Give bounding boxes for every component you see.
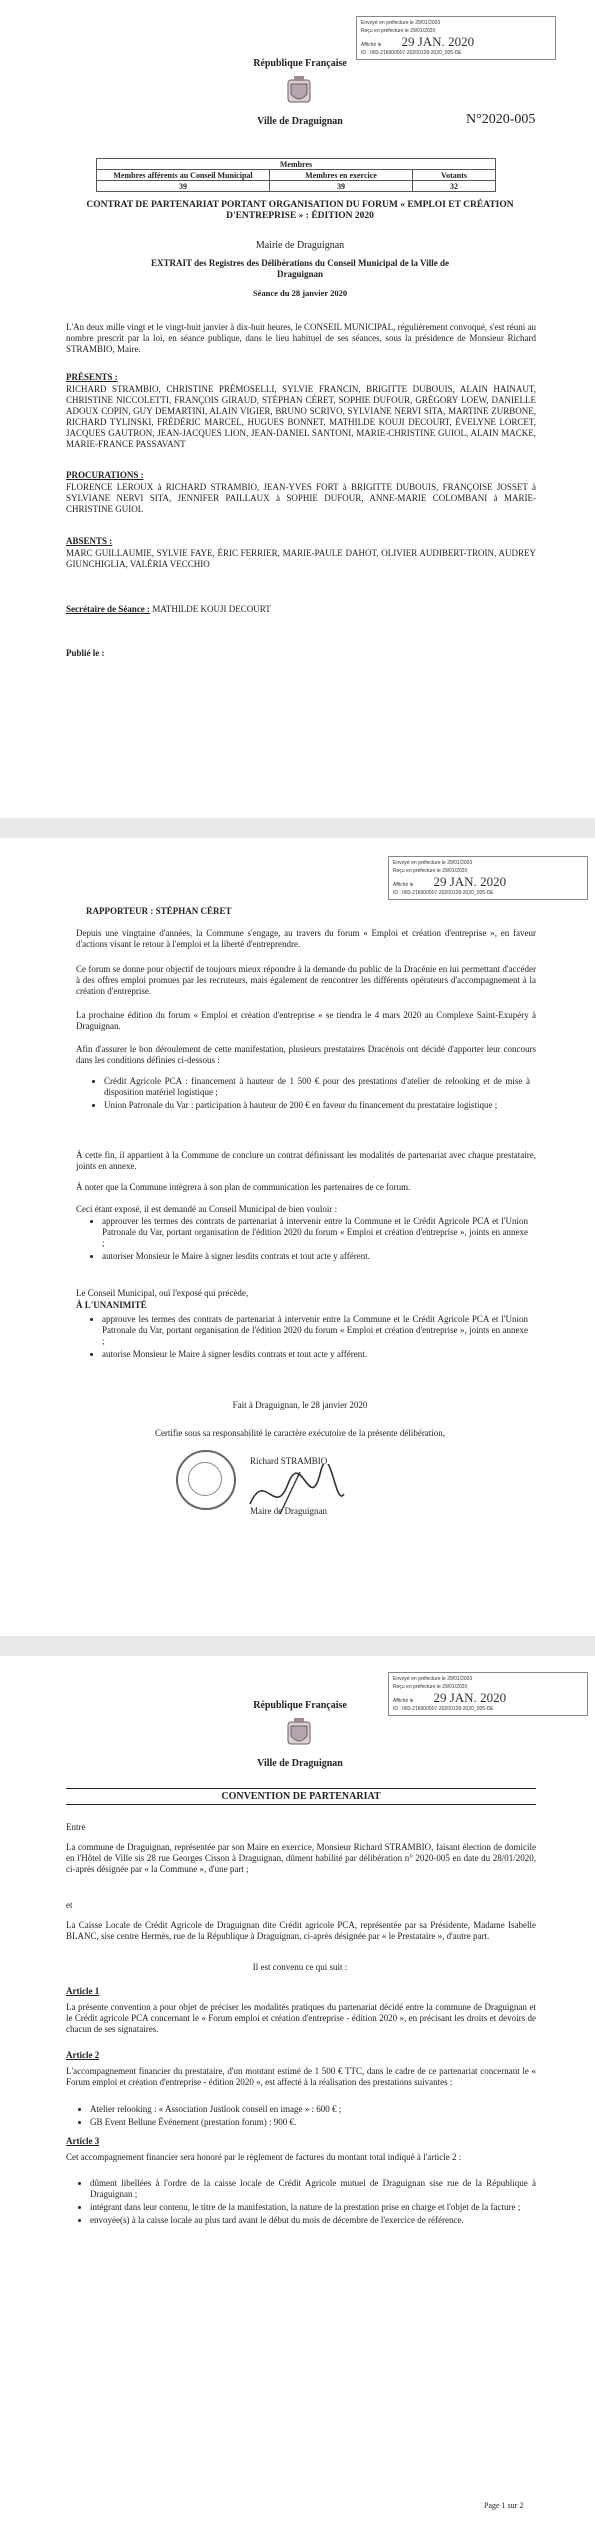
stamp-line: Affiché le bbox=[393, 882, 414, 888]
paragraph: Depuis une vingtaine d'années, la Commune s'engage, au travers du forum « Emploi et création d'entreprise », en faveur d'actions visant le retour à l'emploi et la liberté d'entreprendre. bbox=[76, 928, 536, 949]
and-label: et bbox=[66, 1900, 73, 1910]
list-item: • intégrant dans leur contenu, le titre de la manifestation, la nature de la prestation prise en charge et l'objet de la facture ; bbox=[90, 2202, 536, 2213]
stamp-line: Affiché le bbox=[393, 1698, 414, 1704]
stamp-id: ID : 083-218300507-20200128-2020_005-DE bbox=[393, 890, 494, 896]
list-item: • autorise Monsieur le Maire à signer lesdits contrats et tout acte y afférent. bbox=[102, 1349, 528, 1360]
article-1-text: La présente convention a pour objet de préciser les modalités pratiques du partenariat décidé entre la commune de Draguignan et le Crédit agricole PCA concernant le « Forum emploi et création d'entreprise - édition 2020 », en précisant les droits et devoirs de chacun de ses signataires. bbox=[66, 2002, 536, 2034]
list-item: • Union Patronale du Var : participation à hauteur de 200 € en faveur du financement du prestataire logistique ; bbox=[104, 1100, 530, 1111]
stamp-id: ID : 083-218300507-20200128-2020_005-DE bbox=[361, 50, 462, 56]
mairie-label: Mairie de Draguignan bbox=[255, 240, 345, 251]
list-item: • envoyée(s) à la caisse locale au plus tard avant le début du mois de décembre de l'exercice de référence. bbox=[90, 2215, 536, 2226]
present-list: RICHARD STRAMBIO, CHRISTINE PRÉMOSELLI, SYLVIE FRANCIN, BRIGITTE DUBOUIS, ALAIN HAINAUT, CHRISTINE NICCOLETTI, FRANÇOIS GIRAUD, STÉPHAN CÉRET, SOPHIE DUFOUR, GRÉGORY LOEW, DANIELLE ADOUX COPIN, GUY DEMARTINI, ALAIN VIGIER, BRUNO SCRIVO, SYLVIANE NERVI SITA, MARTINE ZURBONE, RICHARD TYLINSKI, FRÉDÉRIC MARCEL, HUGUES BONNET, MATHILDE KOUJI DECOURT, ÉVELYNE LORCET, JACQUES GAUTRON, JEAN-JACQUES LION, JEAN-DANIEL SANTONI, MARIE-CHRISTINE GUIOL, ALAIN MACKE, MARIE-FRANCE PASSAVANT bbox=[66, 384, 536, 449]
secretary-name: MATHILDE KOUJI DECOURT bbox=[152, 604, 271, 614]
members-header: Membres en exercice bbox=[270, 170, 413, 181]
stamp-line: Reçu en préfecture le 29/01/2020 bbox=[393, 1684, 468, 1690]
absent-label: ABSENTS : bbox=[66, 536, 113, 546]
signer-role: Maire de Draguignan bbox=[250, 1506, 327, 1516]
list-item: • dûment libellées à l'ordre de la caisse locale de Crédit Agricole mutuel de Draguignan sise rue de la République à Draguignan ; bbox=[90, 2178, 536, 2200]
members-value: 39 bbox=[97, 181, 270, 192]
list-item: • Crédit Agricole PCA : financement à hauteur de 1 500 € pour des prestations d'atelier de relooking et de mise à disposition matériel logistique ; bbox=[104, 1076, 530, 1098]
article-1-title: Article 1 bbox=[66, 1986, 100, 1996]
secretary-line bbox=[66, 604, 536, 615]
article-2-text: L'accompagnement financier du prestataire, d'un montant estimé de 1 500 € TTC, dans le cadre de ce partenariat concernant le « Forum emploi et création d'entreprise - édition 2020 », est affecté à la réalisation des prestations suivantes : bbox=[66, 2066, 536, 2087]
decision-list bbox=[88, 1314, 528, 1362]
page-2 bbox=[0, 838, 595, 1636]
members-caption: Membres bbox=[97, 159, 496, 170]
party-1: La commune de Draguignan, représentée par son Maire en exercice, Monsieur Richard STRAMBIO, faisant élection de domicile en l'Hôtel de Ville sis 28 rue Georges Cisson à Draguignan, dûment habilité par délibération n° 2020-005 en date du 28/01/2020, ci-après désignée par « la Commune », d'une part ; bbox=[66, 1842, 536, 1874]
list-item: • autoriser Monsieur le Maire à signer lesdits contrats et tout acte y afférent. bbox=[102, 1251, 528, 1262]
request-list bbox=[88, 1216, 528, 1264]
stamp-line: Reçu en préfecture le 29/01/2020 bbox=[361, 28, 436, 34]
members-value: 32 bbox=[413, 181, 496, 192]
paragraph: La prochaine édition du forum « Emploi et création d'entreprise » se tiendra le 4 mars 2020 au Complexe Saint-Exupéry à Draguignan. bbox=[76, 1010, 536, 1031]
page-footer: Page 1 sur 2 bbox=[484, 2501, 524, 2510]
article-2-title: Article 2 bbox=[66, 2050, 100, 2060]
paragraph: À cette fin, il appartient à la Commune de conclure un contrat définissant les modalités de partenariat avec chaque prestataire, joints en annexe. bbox=[76, 1150, 536, 1171]
convention-title: CONVENTION DE PARTENARIAT bbox=[66, 1788, 536, 1805]
members-value: 39 bbox=[270, 181, 413, 192]
deliberation-number: N°2020-005 bbox=[466, 112, 536, 127]
article-3-title: Article 3 bbox=[66, 2136, 100, 2146]
list-item: • approuve les termes des contrats de partenariat à intervenir entre la Commune et le Crédit Agricole PCA et l'Union Patronale du Var, portant organisation de l'édition 2020 du forum « Emploi et création d'entreprise », joints en annexe ; bbox=[102, 1314, 528, 1347]
city-label: Ville de Draguignan bbox=[257, 116, 343, 127]
list-item: • approuver les termes des contrats de partenariat à intervenir entre la Commune et le Crédit Agricole PCA et l'Union Patronale du Var, portant organisation de l'édition 2020 du forum « Emploi et création d'entreprise », joints en annexe ; bbox=[102, 1216, 528, 1249]
stamp-line: Affiché le bbox=[361, 42, 382, 48]
republic-label: République Française bbox=[253, 1700, 347, 1711]
proxy-label: PROCURATIONS : bbox=[66, 470, 144, 480]
stamp-line: Envoyé en préfecture le 29/01/2020 bbox=[393, 1676, 473, 1682]
paragraph: Afin d'assurer le bon déroulement de cette manifestation, plusieurs prestataires Dracénois ont décidé d'apporter leur concours dans les conditions définies ci-dessous : bbox=[76, 1044, 536, 1065]
contract-title: CONTRAT DE PARTENARIAT PORTANT ORGANISATION DU FORUM « EMPLOI ET CRÉATION D'ENTREPRISE » : ÉDITION 2020 bbox=[86, 200, 514, 221]
party-2: La Caisse Locale de Crédit Agricole de Draguignan dite Crédit agricole PCA, représentée par sa Présidente, Madame Isabelle BLANC, sise centre Hermès, rue de la République à Draguignan, ci-après désignée par « le Prestataire », d'autre part. bbox=[66, 1920, 536, 1941]
secretary-label: Secrétaire de Séance : bbox=[66, 604, 151, 614]
members-header: Votants bbox=[413, 170, 496, 181]
paragraph: Le Conseil Municipal, ouï l'exposé qui précède, bbox=[76, 1288, 249, 1298]
prefecture-stamp bbox=[356, 16, 556, 60]
between-label: Entre bbox=[66, 1822, 86, 1832]
stamp-id: ID : 083-218300507-20200128-2020_005-DE bbox=[393, 1706, 494, 1712]
agreed-label: Il est convenu ce qui suit : bbox=[252, 1962, 348, 1972]
certify-text: Certifie sous sa responsabilité le caractère exécutoire de la présente délibération, bbox=[154, 1428, 446, 1438]
extract-title: EXTRAIT des Registres des Délibérations du Conseil Municipal de la Ville de Draguignan bbox=[151, 258, 449, 279]
list-item: • Atelier relooking : « Association Justlook conseil en image » : 600 € ; bbox=[90, 2104, 536, 2115]
stamp-line: Reçu en préfecture le 29/01/2020 bbox=[393, 868, 468, 874]
article-2-list bbox=[76, 2104, 536, 2130]
signer-name: Richard STRAMBIO bbox=[250, 1456, 328, 1466]
proxy-list: FLORENCE LEROUX à RICHARD STRAMBIO, JEAN-YVES FORT à BRIGITTE DUBOUIS, FRANÇOISE JOSSET à SYLVIANE NERVI SITA, JENNIFER PAILLAUX à SOPHIE DUFOUR, ANNE-MARIE COLOMBANI à MARIE-CHRISTINE GUIOL bbox=[66, 482, 536, 514]
official-seal-icon bbox=[176, 1450, 236, 1510]
intro-paragraph: L'An deux mille vingt et le vingt-huit janvier à dix-huit heures, le CONSEIL MUNICIPAL, régulièrement convoqué, s'est réuni au nombre prescrit par la loi, en séance publique, dans le lieu habituel de ses séances, sous la présidence de Monsieur Richard STRAMBIO, Maire. bbox=[66, 322, 536, 354]
stamp-line: Envoyé en préfecture le 29/01/2020 bbox=[393, 860, 473, 866]
funding-list bbox=[90, 1076, 530, 1113]
republic-label: République Française bbox=[253, 58, 347, 69]
article-3-text: Cet accompagnement financier sera honoré par le règlement de factures du montant total indiqué à l'article 2 : bbox=[66, 2152, 462, 2162]
published-label: Publié le : bbox=[66, 648, 105, 658]
paragraph: Ceci étant exposé, il est demandé au Conseil Municipal de bien vouloir : bbox=[76, 1204, 338, 1214]
page-1 bbox=[0, 0, 595, 818]
session-date: Séance du 28 janvier 2020 bbox=[252, 288, 348, 298]
city-crest-icon bbox=[286, 76, 312, 110]
city-label: Ville de Draguignan bbox=[257, 1758, 343, 1769]
article-3-list bbox=[76, 2178, 536, 2228]
members-table bbox=[96, 158, 496, 192]
stamp-date: 29 JAN. 2020 bbox=[433, 1690, 507, 1705]
list-item: • GB Event Bellune Événement (prestation forum) : 900 €. bbox=[90, 2117, 536, 2128]
city-crest-icon bbox=[286, 1718, 312, 1752]
stamp-line: Envoyé en préfecture le 29/01/2020 bbox=[361, 20, 441, 26]
rapporteur: RAPPORTEUR : STÉPHAN CÉRET bbox=[86, 906, 232, 916]
paragraph: À noter que la Commune intègrera à son plan de communication les partenaires de ce forum. bbox=[76, 1182, 411, 1192]
unanimity-label: À L'UNANIMITÉ bbox=[76, 1300, 147, 1310]
paragraph: Ce forum se donne pour objectif de toujours mieux répondre à la demande du public de la Dracénie en lui permettant d'accéder à des offres emploi promues par les recruteurs, mais également de rencontrer les différents opérateurs d'accompagnement à la création d'entreprise. bbox=[76, 964, 536, 996]
page-3 bbox=[0, 1656, 595, 2533]
place-date: Fait à Draguignan, le 28 janvier 2020 bbox=[232, 1400, 368, 1410]
absent-list: MARC GUILLAUMIE, SYLVIE FAYE, ÉRIC FERRIER, MARIE-PAULE DAHOT, OLIVIER AUDIBERT-TROIN, AUDREY GIUNCHIGLIA, VALÉRIA VECCHIO bbox=[66, 548, 536, 569]
stamp-date: 29 JAN. 2020 bbox=[401, 34, 475, 49]
stamp-date: 29 JAN. 2020 bbox=[433, 874, 507, 889]
members-header: Membres afférents au Conseil Municipal bbox=[97, 170, 270, 181]
prefecture-stamp bbox=[388, 856, 588, 900]
present-label: PRÉSENTS : bbox=[66, 372, 118, 382]
